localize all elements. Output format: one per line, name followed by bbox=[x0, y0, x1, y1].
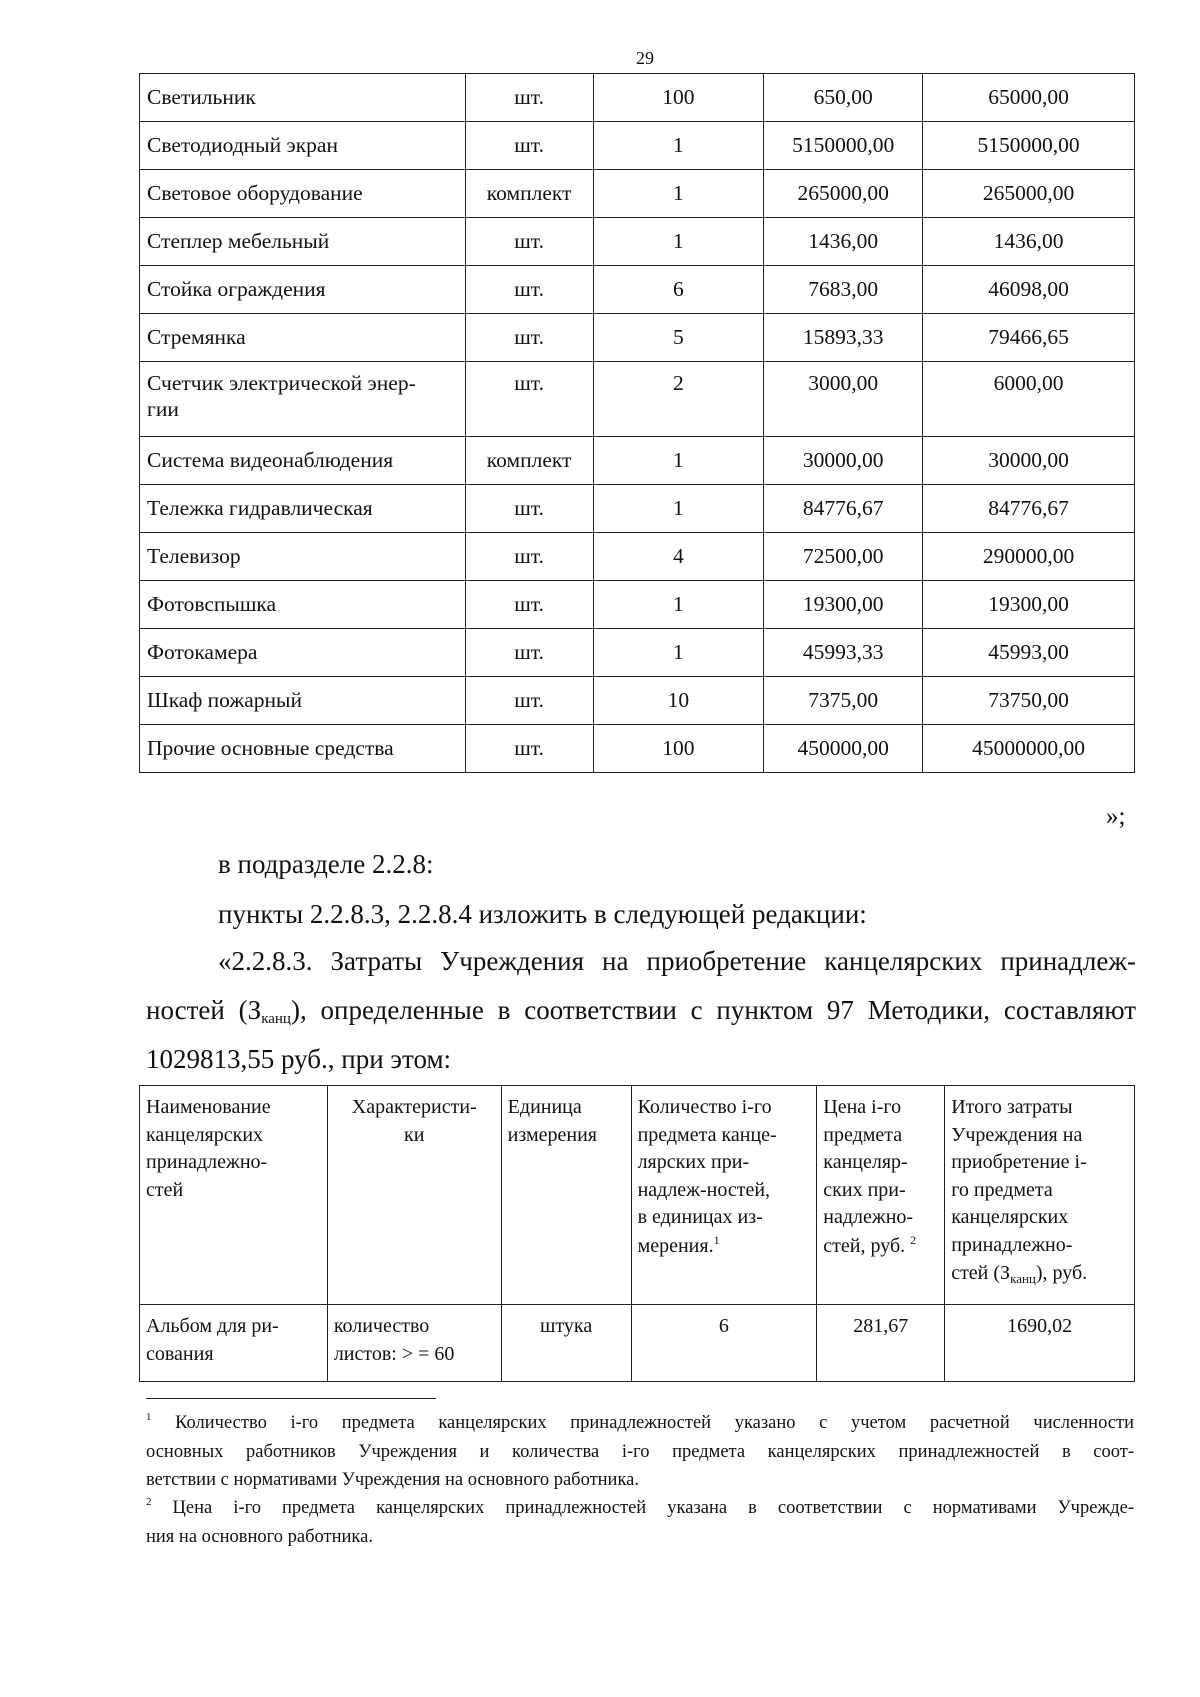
subsection-line: в подразделе 2.2.8: bbox=[218, 849, 434, 879]
cell-characteristics: количество листов: > = 60 bbox=[327, 1305, 501, 1382]
clause-heading-line: «2.2.8.3. Затраты Учреждения на приобретение канцелярских принадлеж- bbox=[218, 946, 1136, 976]
equipment-row bbox=[140, 218, 1135, 266]
equipment-row bbox=[140, 485, 1135, 533]
equipment-row bbox=[140, 725, 1135, 773]
clause-line-3: 1029813,55 руб., при этом: bbox=[146, 1044, 452, 1074]
cell-price: 84776,67 bbox=[764, 485, 923, 533]
stationery-row bbox=[140, 1305, 1135, 1382]
cell-qty: 1 bbox=[593, 437, 764, 485]
equipment-row bbox=[140, 629, 1135, 677]
cell-price: 3000,00 bbox=[764, 362, 923, 437]
cell-name: Светодиодный экран bbox=[140, 122, 466, 170]
cell-qty: 1 bbox=[593, 170, 764, 218]
equipment-row bbox=[140, 533, 1135, 581]
cell-qty: 1 bbox=[593, 581, 764, 629]
cell-qty: 10 bbox=[593, 677, 764, 725]
cell-total: 30000,00 bbox=[923, 437, 1135, 485]
cell-qty: 1 bbox=[593, 218, 764, 266]
equipment-row bbox=[140, 314, 1135, 362]
cell-name: Степлер мебельный bbox=[140, 218, 466, 266]
cell-qty: 4 bbox=[593, 533, 764, 581]
cell-total: 1436,00 bbox=[923, 218, 1135, 266]
cell-qty: 100 bbox=[593, 74, 764, 122]
page-number: 29 bbox=[636, 48, 654, 68]
cell-unit: штука bbox=[501, 1305, 631, 1382]
cell-price: 650,00 bbox=[764, 74, 923, 122]
cell-unit: шт. bbox=[465, 74, 593, 122]
footnote-ref-2: 2 bbox=[910, 1232, 917, 1247]
cell-unit: комплект bbox=[465, 437, 593, 485]
cell-total: 265000,00 bbox=[923, 170, 1135, 218]
cell-total: 46098,00 bbox=[923, 266, 1135, 314]
cell-price: 7683,00 bbox=[764, 266, 923, 314]
cell-unit: шт. bbox=[465, 677, 593, 725]
footnote-1: $^1$ Количество i-го предмета канцелярских принадлежностей указано с учетом расчетной численности основных работников Учреждения и количества i-го предмета канцелярских принадлежностей в соот- ветствии с нормативами Учреждения на основного работника. bbox=[146, 1411, 1134, 1491]
cell-total: 45000000,00 bbox=[923, 725, 1135, 773]
cell-name: Альбом для ри- сования bbox=[140, 1305, 328, 1382]
equipment-row bbox=[140, 581, 1135, 629]
cell-unit: шт. bbox=[465, 314, 593, 362]
cell-total: 6000,00 bbox=[923, 362, 1135, 437]
cell-name: Стойка ограждения bbox=[140, 266, 466, 314]
cell-price: 72500,00 bbox=[764, 533, 923, 581]
header-name: Наименование канцелярских принадлежно- стей bbox=[140, 1086, 328, 1305]
cell-qty: 5 bbox=[593, 314, 764, 362]
cell-name: Счетчик электрической энер- гии bbox=[140, 362, 466, 437]
cell-unit: шт. bbox=[465, 485, 593, 533]
cell-unit: шт. bbox=[465, 362, 593, 437]
closing-quote: »; bbox=[1106, 803, 1126, 830]
cell-price: 5150000,00 bbox=[764, 122, 923, 170]
equipment-table bbox=[139, 73, 1135, 773]
footnote-divider bbox=[146, 1398, 436, 1399]
cell-name: Светильник bbox=[140, 74, 466, 122]
cell-total: 79466,65 bbox=[923, 314, 1135, 362]
footnote-2: $^2$ Цена i-го предмета канцелярских принадлежностей указана в соответствии с нормативами Учрежде- ния на основного работника. bbox=[146, 1496, 1134, 1547]
header-quantity: Количество i-го предмета канце- лярских при- надлеж-ностей, в единицах из- мерения.$^1$ bbox=[631, 1086, 817, 1305]
equipment-row bbox=[140, 362, 1135, 437]
cell-total: 290000,00 bbox=[923, 533, 1135, 581]
cell-total: 73750,00 bbox=[923, 677, 1135, 725]
equipment-row bbox=[140, 122, 1135, 170]
cell-unit: шт. bbox=[465, 218, 593, 266]
cell-unit: комплект bbox=[465, 170, 593, 218]
cell-price: 281,67 bbox=[817, 1305, 945, 1382]
equipment-row bbox=[140, 266, 1135, 314]
cell-name: Стремянка bbox=[140, 314, 466, 362]
equipment-row bbox=[140, 170, 1135, 218]
cell-name: Световое оборудование bbox=[140, 170, 466, 218]
cell-name: Фотовспышка bbox=[140, 581, 466, 629]
cell-qty: 1 bbox=[593, 629, 764, 677]
equipment-row bbox=[140, 677, 1135, 725]
equipment-row bbox=[140, 437, 1135, 485]
cell-unit: шт. bbox=[465, 629, 593, 677]
cell-unit: шт. bbox=[465, 581, 593, 629]
cell-qty: 100 bbox=[593, 725, 764, 773]
cell-unit: шт. bbox=[465, 725, 593, 773]
cell-price: 30000,00 bbox=[764, 437, 923, 485]
equipment-row bbox=[140, 74, 1135, 122]
cell-name: Тележка гидравлическая bbox=[140, 485, 466, 533]
stationery-header-row bbox=[140, 1086, 1135, 1305]
footnote-ref-1: 1 bbox=[713, 1232, 720, 1247]
cell-price: 7375,00 bbox=[764, 677, 923, 725]
cell-qty: 6 bbox=[631, 1305, 817, 1382]
cell-name: Шкаф пожарный bbox=[140, 677, 466, 725]
cell-price: 450000,00 bbox=[764, 725, 923, 773]
cell-price: 15893,33 bbox=[764, 314, 923, 362]
cell-total: 45993,00 bbox=[923, 629, 1135, 677]
cell-qty: 2 bbox=[593, 362, 764, 437]
header-price: Цена i-го предмета канцеляр- ских при- надлежно- стей, руб. $^2$ bbox=[817, 1086, 945, 1305]
cell-name: Фотокамера bbox=[140, 629, 466, 677]
cell-qty: 1 bbox=[593, 485, 764, 533]
cell-total: 65000,00 bbox=[923, 74, 1135, 122]
cell-total: 19300,00 bbox=[923, 581, 1135, 629]
cell-unit: шт. bbox=[465, 266, 593, 314]
cell-name: Телевизор bbox=[140, 533, 466, 581]
cell-price: 265000,00 bbox=[764, 170, 923, 218]
cell-qty: 1 bbox=[593, 122, 764, 170]
header-characteristics: Характеристи- ки bbox=[327, 1086, 501, 1305]
cell-price: 1436,00 bbox=[764, 218, 923, 266]
cell-unit: шт. bbox=[465, 533, 593, 581]
cell-total: 5150000,00 bbox=[923, 122, 1135, 170]
cell-name: Прочие основные средства bbox=[140, 725, 466, 773]
cell-unit: шт. bbox=[465, 122, 593, 170]
amendment-line: пункты 2.2.8.3, 2.2.8.4 изложить в следующей редакции: bbox=[218, 899, 867, 929]
cell-total: 84776,67 bbox=[923, 485, 1135, 533]
header-unit: Единица измерения bbox=[501, 1086, 631, 1305]
cell-name: Система видеонаблюдения bbox=[140, 437, 466, 485]
cell-price: 45993,33 bbox=[764, 629, 923, 677]
clause-line-2: ностей $(З_{канц})$, определенные в соответствии с пунктом 97 Методики, составляют bbox=[146, 995, 1136, 1027]
cell-price: 19300,00 bbox=[764, 581, 923, 629]
cell-total: 1690,02 bbox=[945, 1305, 1135, 1382]
cell-qty: 6 bbox=[593, 266, 764, 314]
stationery-table bbox=[139, 1085, 1135, 1382]
header-total: Итого затраты Учреждения на приобретение i- го предмета канцелярских принадлежно- стей $(З_{канц})$, руб. bbox=[945, 1086, 1135, 1305]
